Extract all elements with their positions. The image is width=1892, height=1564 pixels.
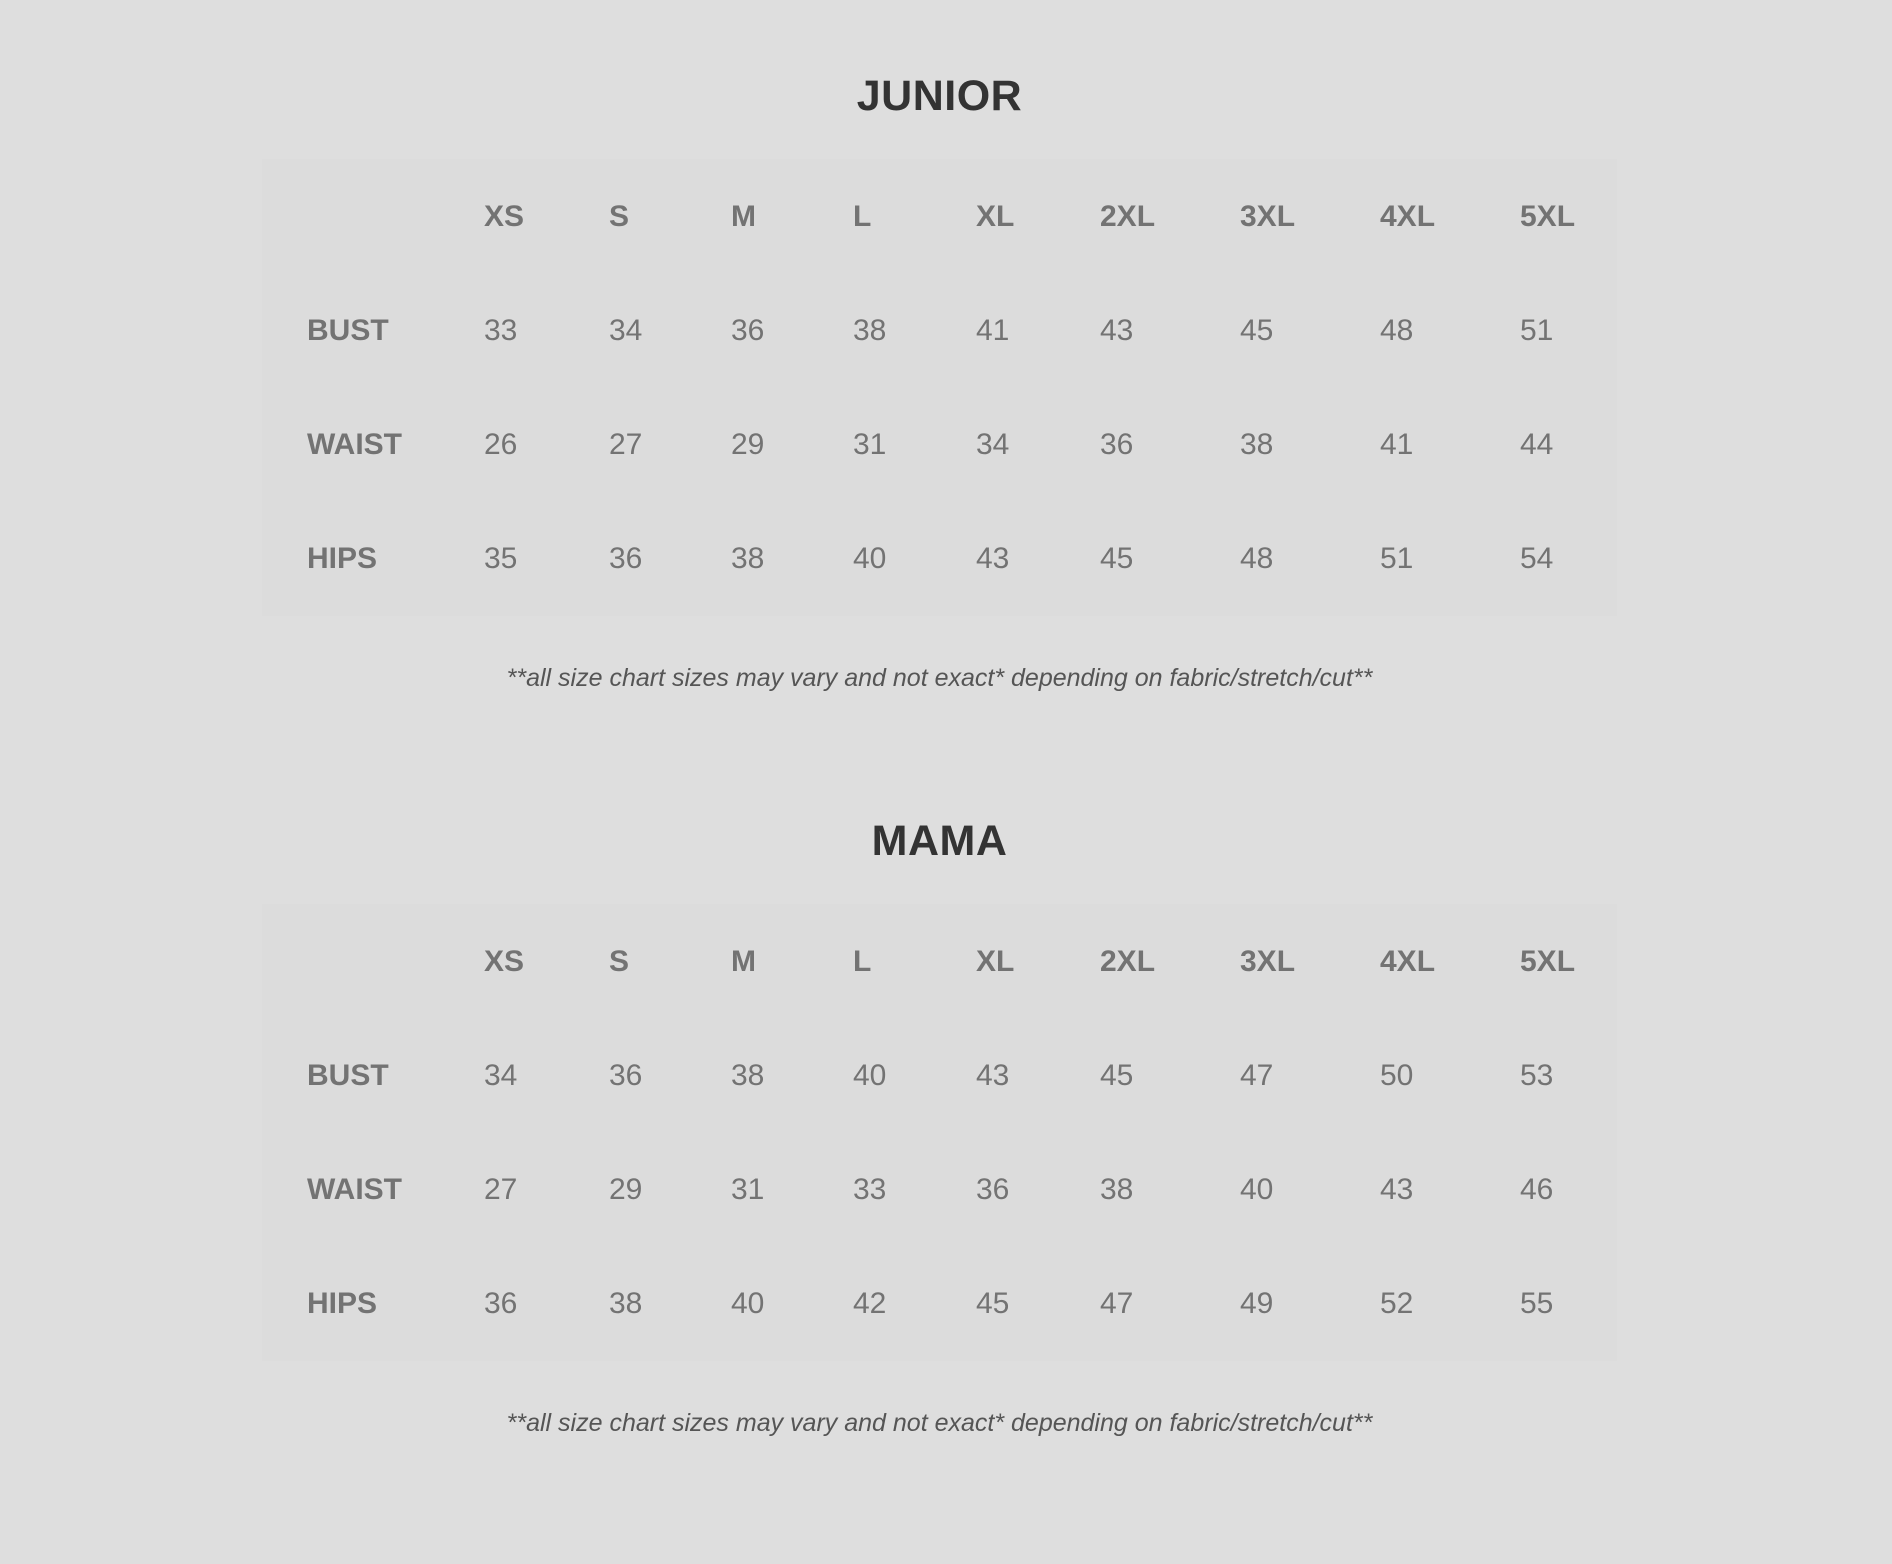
measurement-cell: 29 xyxy=(731,428,765,461)
measurement-cell: 48 xyxy=(1380,314,1414,347)
measurement-cell: 40 xyxy=(1240,1173,1274,1206)
measurement-cell: 36 xyxy=(731,314,765,347)
size-header-cell: XL xyxy=(976,945,1015,978)
size-disclaimer-note: **all size chart sizes may vary and not exact* depending on fabric/stretch/cut** xyxy=(506,664,1373,692)
measurement-cell: 36 xyxy=(609,542,643,575)
measurement-cell: 52 xyxy=(1380,1287,1414,1320)
measurement-cell: 38 xyxy=(731,542,765,575)
measurement-cell: 51 xyxy=(1520,314,1554,347)
measurement-cell: 38 xyxy=(609,1287,643,1320)
measurement-cell: 27 xyxy=(484,1173,518,1206)
measurement-cell: 38 xyxy=(731,1059,765,1092)
measurement-cell: 40 xyxy=(731,1287,765,1320)
size-header-cell: S xyxy=(609,945,630,978)
measurement-cell: 34 xyxy=(609,314,643,347)
size-header-cell: S xyxy=(609,200,630,233)
measurement-cell: 42 xyxy=(853,1287,887,1320)
measurement-cell: 43 xyxy=(976,1059,1010,1092)
size-header-cell: 2XL xyxy=(1100,200,1156,233)
measurement-cell: 53 xyxy=(1520,1059,1554,1092)
row-label: BUST xyxy=(307,314,389,347)
measurement-cell: 31 xyxy=(853,428,887,461)
size-table xyxy=(262,904,1617,1361)
measurement-cell: 44 xyxy=(1520,428,1554,461)
measurement-cell: 38 xyxy=(1240,428,1274,461)
measurement-cell: 38 xyxy=(1100,1173,1134,1206)
measurement-cell: 55 xyxy=(1520,1287,1554,1320)
measurement-cell: 38 xyxy=(853,314,887,347)
measurement-cell: 50 xyxy=(1380,1059,1414,1092)
measurement-cell: 33 xyxy=(853,1173,887,1206)
measurement-cell: 45 xyxy=(976,1287,1010,1320)
measurement-cell: 40 xyxy=(853,1059,887,1092)
measurement-cell: 46 xyxy=(1520,1173,1554,1206)
measurement-cell: 47 xyxy=(1240,1059,1274,1092)
section-title: MAMA xyxy=(871,817,1008,865)
measurement-cell: 45 xyxy=(1100,1059,1134,1092)
measurement-cell: 43 xyxy=(1100,314,1134,347)
measurement-cell: 29 xyxy=(609,1173,643,1206)
measurement-cell: 41 xyxy=(1380,428,1414,461)
measurement-cell: 26 xyxy=(484,428,518,461)
size-header-cell: 2XL xyxy=(1100,945,1156,978)
size-header-cell: L xyxy=(853,945,872,978)
measurement-cell: 34 xyxy=(484,1059,518,1092)
size-header-cell: XS xyxy=(484,200,525,233)
row-label: HIPS xyxy=(307,542,378,575)
measurement-cell: 48 xyxy=(1240,542,1274,575)
size-header-cell: 3XL xyxy=(1240,200,1296,233)
size-disclaimer-note: **all size chart sizes may vary and not exact* depending on fabric/stretch/cut** xyxy=(506,1409,1373,1437)
measurement-cell: 43 xyxy=(1380,1173,1414,1206)
measurement-cell: 35 xyxy=(484,542,518,575)
measurement-cell: 47 xyxy=(1100,1287,1134,1320)
row-label: WAIST xyxy=(307,428,402,461)
size-header-cell: M xyxy=(731,945,756,978)
size-header-cell: L xyxy=(853,200,872,233)
measurement-cell: 45 xyxy=(1240,314,1274,347)
measurement-cell: 43 xyxy=(976,542,1010,575)
size-header-cell: M xyxy=(731,200,756,233)
row-label: BUST xyxy=(307,1059,389,1092)
size-header-cell: 3XL xyxy=(1240,945,1296,978)
measurement-cell: 40 xyxy=(853,542,887,575)
size-header-cell: 5XL xyxy=(1520,200,1576,233)
size-header-cell: XS xyxy=(484,945,525,978)
measurement-cell: 27 xyxy=(609,428,643,461)
row-label: WAIST xyxy=(307,1173,402,1206)
measurement-cell: 36 xyxy=(1100,428,1134,461)
measurement-cell: 31 xyxy=(731,1173,765,1206)
measurement-cell: 45 xyxy=(1100,542,1134,575)
measurement-cell: 36 xyxy=(484,1287,518,1320)
measurement-cell: 49 xyxy=(1240,1287,1274,1320)
measurement-cell: 34 xyxy=(976,428,1010,461)
measurement-cell: 33 xyxy=(484,314,518,347)
size-header-cell: 4XL xyxy=(1380,200,1436,233)
measurement-cell: 41 xyxy=(976,314,1010,347)
size-header-cell: XL xyxy=(976,200,1015,233)
size-header-cell: 5XL xyxy=(1520,945,1576,978)
measurement-cell: 36 xyxy=(976,1173,1010,1206)
measurement-cell: 54 xyxy=(1520,542,1554,575)
row-label: HIPS xyxy=(307,1287,378,1320)
section-title: JUNIOR xyxy=(856,72,1023,120)
measurement-cell: 51 xyxy=(1380,542,1414,575)
measurement-cell: 36 xyxy=(609,1059,643,1092)
size-header-cell: 4XL xyxy=(1380,945,1436,978)
size-table xyxy=(262,159,1617,616)
